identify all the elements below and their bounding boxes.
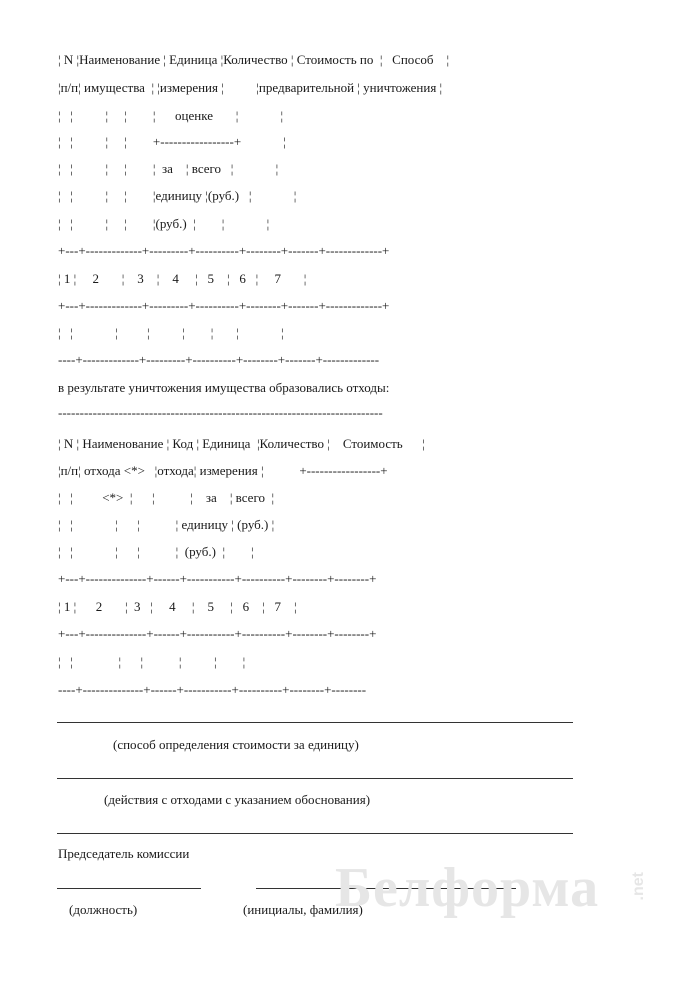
waste-table-line: ¦ ¦ ¦ ¦ ¦ единицу ¦ (руб.) ¦ <box>58 517 275 532</box>
name-caption: (инициалы, фамилия) <box>243 902 363 917</box>
position-line <box>57 888 201 889</box>
cost-method-line <box>57 722 573 723</box>
waste-table-line: ¦ ¦ ¦ ¦ ¦ (руб.) ¦ ¦ <box>58 544 254 559</box>
property-table-line: ¦ ¦ ¦ ¦ ¦ оценке ¦ ¦ <box>58 108 284 123</box>
watermark-suffix: .net <box>630 872 647 901</box>
cost-method-caption: (способ определения стоимости за единицу) <box>113 737 359 752</box>
property-table-line: ¦ ¦ ¦ ¦ +-----------------+ ¦ <box>58 134 287 149</box>
waste-table-line: +---+--------------+------+-----------+----------+--------+--------+ <box>58 626 377 641</box>
chairman-label: Председатель комиссии <box>58 846 190 861</box>
waste-table-line: ----+--------------+------+-----------+----------+--------+-------- <box>58 682 367 697</box>
property-table-line: +---+-------------+---------+----------+--------+-------+-------------+ <box>58 298 390 313</box>
property-table-line: +---+-------------+---------+----------+--------+-------+-------------+ <box>58 243 390 258</box>
extra-line <box>57 833 573 834</box>
waste-table-line: ¦ 1 ¦ 2 ¦ 3 ¦ 4 ¦ 5 ¦ 6 ¦ 7 ¦ <box>58 599 297 614</box>
waste-table-line: ¦ N ¦ Наименование ¦ Код ¦ Единица ¦Количество ¦ Стоимость ¦ <box>58 436 425 451</box>
waste-table-line: ¦ ¦ <*> ¦ ¦ ¦ за ¦ всего ¦ <box>58 490 275 505</box>
watermark-logo: Белформа <box>335 857 600 919</box>
property-table-line: ¦ 1 ¦ 2 ¦ 3 ¦ 4 ¦ 5 ¦ 6 ¦ 7 ¦ <box>58 271 307 286</box>
waste-table-line: ¦п/п¦ отхода <*> ¦отхода¦ измерения ¦ +-----------------+ <box>58 463 388 478</box>
waste-actions-caption: (действия с отходами с указанием обоснования) <box>104 792 371 807</box>
waste-actions-line <box>57 778 573 779</box>
waste-table-line: ¦ ¦ ¦ ¦ ¦ ¦ ¦ <box>58 654 246 669</box>
property-table-line: ¦ ¦ ¦ ¦ ¦ ¦ ¦ ¦ <box>58 325 284 340</box>
property-table-line: ¦п/п¦ имущества ¦ ¦измерения ¦ ¦предварительной ¦ уничтожения ¦ <box>58 80 443 95</box>
waste-heading-rule: --------------------------------------------------------------------------- <box>58 405 383 420</box>
position-caption: (должность) <box>69 902 138 917</box>
property-table-line: ¦ ¦ ¦ ¦ ¦единицу ¦(руб.) ¦ ¦ <box>58 188 297 203</box>
property-table-line: ¦ N ¦Наименование ¦ Единица ¦Количество ¦ Стоимость по ¦ Способ ¦ <box>58 52 450 67</box>
waste-table-line: +---+--------------+------+-----------+----------+--------+--------+ <box>58 571 377 586</box>
waste-heading: в результате уничтожения имущества образовались отходы: <box>58 380 390 395</box>
property-table-line: ----+-------------+---------+----------+--------+-------+------------- <box>58 352 380 367</box>
property-table-line: ¦ ¦ ¦ ¦ ¦ за ¦ всего ¦ ¦ <box>58 161 279 176</box>
property-table-line: ¦ ¦ ¦ ¦ ¦(руб.) ¦ ¦ ¦ <box>58 216 270 231</box>
